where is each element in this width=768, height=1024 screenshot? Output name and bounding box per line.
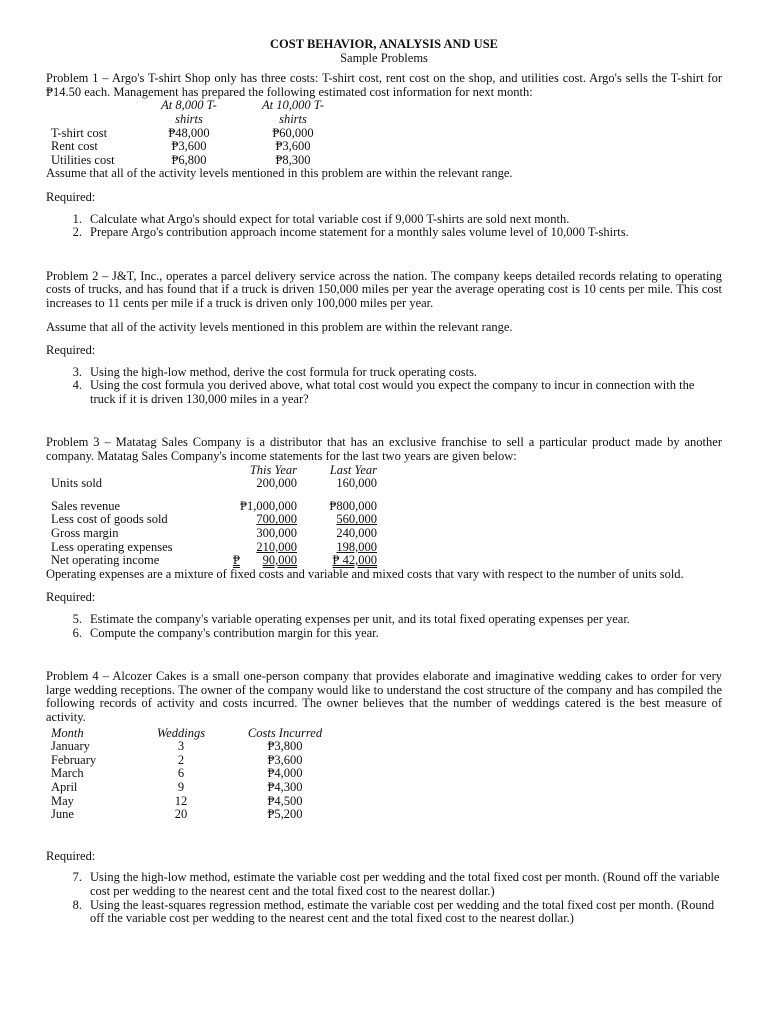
list-item: 7. Using the high-low method, estimate the variable cost per wedding and the total fixed cost per month. (Round off the variable cost per wedding to the nearest cent and the total fixed cost to the nearest dollar.) (72, 870, 720, 898)
problem-3-required: Required: (46, 590, 96, 605)
cell-value: ₱60,000 (272, 125, 314, 140)
cell-value: 240,000 (336, 526, 377, 541)
col-header-costs: Costs Incurred (247, 725, 323, 740)
col-header-last-year: Last Year (329, 462, 377, 477)
problem-1-cost-table (51, 99, 333, 167)
problem-3-note: Operating expenses are a mixture of fixed costs and variable and mixed costs that vary with respect to the number of units sold. (46, 566, 684, 581)
col-header-8000: At 8,000 T-shirts (161, 98, 217, 126)
document-page (46, 38, 722, 926)
cell-value: 560,000 (336, 512, 377, 527)
table-row: February 2 ₱3,600 (51, 752, 303, 767)
problem-3-text: Problem 3 – Matatag Sales Company is a distributor that has an exclusive franchise to sell a particular product made by another company. Matatag Sales Company's income statements for the last two years are given below: (46, 435, 722, 464)
problem-1-required: Required: (46, 189, 96, 204)
table-row (51, 541, 377, 555)
problem-2-requirements (46, 366, 722, 407)
row-label: Less operating expenses (51, 539, 173, 554)
row-label: Net operating income (51, 553, 160, 568)
table-row (51, 477, 377, 491)
list-item: 4. Using the cost formula you derived above, what total cost would you expect the company to incur in connection with the truck if it is driven 130,000 miles in a year? (72, 378, 695, 406)
problem-2-note: Assume that all of the activity levels mentioned in this problem are within the relevant range. (46, 319, 513, 334)
table-row: April 9 ₱4,300 (51, 779, 303, 794)
col-header-10000: At 10,000 T-shirts (262, 98, 324, 126)
table-row: January 3 ₱3,800 (51, 739, 303, 754)
problem-4-text: Problem 4 – Alcozer Cakes is a small one-person company that provides elaborate and imaginative wedding cakes to order for very large wedding receptions. The owner of the company would like to understand the cost structure of the company and has compiled the following records of activity and costs incurred. The owner believes that the number of weddings catered is the best measure of activity. (46, 669, 722, 724)
document-title: COST BEHAVIOR, ANALYSIS AND USE (270, 37, 498, 51)
list-item: 1. Calculate what Argo's should expect for total variable cost if 9,000 T-shirts are sold next month. (72, 211, 570, 226)
col-header-month: Month (51, 725, 84, 740)
table-row (51, 513, 377, 527)
problem-3-income-table (51, 464, 377, 568)
table-row (51, 140, 333, 154)
row-label: Units sold (51, 476, 103, 491)
cell-value: 198,000 (336, 539, 377, 554)
currency-symbol: ₱ (233, 553, 240, 568)
table-row: March 6 ₱4,000 (51, 766, 303, 781)
cell-value: 210,000 (256, 539, 297, 554)
row-label: Less cost of goods sold (51, 512, 168, 527)
row-label: Gross margin (51, 526, 119, 541)
list-item: 2. Prepare Argo's contribution approach income statement for a monthly sales volume level of 10,000 T-shirts. (72, 225, 629, 240)
table-row: June 20 ₱5,200 (51, 807, 303, 822)
cell-value: 200,000 (256, 476, 297, 491)
table-row (51, 127, 333, 141)
cell-value: 700,000 (256, 512, 297, 527)
document-subtitle: Sample Problems (340, 50, 428, 65)
table-row (51, 500, 377, 514)
cell-value: 300,000 (256, 526, 297, 541)
cell-value: ₱3,600 (275, 139, 311, 154)
list-item: 6. Compute the company's contribution margin for this year. (72, 625, 379, 640)
cell-value: ₱800,000 (329, 498, 377, 513)
cell-value: ₱1,000,000 (240, 498, 297, 513)
table-row (51, 154, 333, 168)
problem-4-wedding-table (51, 727, 337, 822)
row-label: Utilities cost (51, 152, 115, 167)
problem-1-note: Assume that all of the activity levels mentioned in this problem are within the relevant range. (46, 166, 513, 181)
problem-2-required: Required: (46, 343, 96, 358)
problem-4-requirements (46, 871, 722, 925)
list-item: 5. Estimate the company's variable operating expenses per unit, and its total fixed operating expenses per year. (72, 612, 630, 626)
row-label: Sales revenue (51, 498, 121, 513)
cell-value: ₱3,600 (171, 139, 207, 154)
problem-1-requirements (46, 213, 722, 240)
cell-value: ₱8,300 (275, 152, 311, 167)
table-row (51, 554, 377, 568)
problem-1-text: Problem 1 – Argo's T-shirt Shop only has three costs: T-shirt cost, rent cost on the shop, and utilities cost. Argo's sells the T-shirt for ₱14.50 each. Management has prepared the following estimated cost information for next month: (46, 71, 722, 99)
col-header-this-year: This Year (249, 462, 297, 477)
cell-value: 160,000 (336, 476, 377, 491)
cell-value: ₱6,800 (171, 152, 207, 167)
problem-2-text: Problem 2 – J&T, Inc., operates a parcel delivery service across the nation. The company keeps detailed records relating to operating costs of trucks, and has found that if a truck is driven 150,000 miles per year the average operating cost is 10 cents per mile. This cost increases to 11 cents per mile if a truck is driven only 100,000 miles per year. (46, 268, 722, 310)
problem-3-requirements (46, 613, 722, 640)
table-row (51, 527, 377, 541)
cell-value: 90,000 (262, 553, 297, 568)
cell-value: ₱ 42,000 (332, 553, 377, 568)
col-header-weddings: Weddings (156, 725, 206, 740)
cell-value: ₱48,000 (168, 125, 210, 140)
table-row: May 12 ₱4,500 (51, 793, 303, 808)
row-label: T-shirt cost (51, 125, 108, 140)
list-item: 8. Using the least-squares regression method, estimate the variable cost per wedding and the total fixed cost per month. (Round off the variable cost per wedding to the nearest cent and the total fixed cost to the nearest dollar.) (72, 897, 715, 926)
list-item: 3. Using the high-low method, derive the cost formula for truck operating costs. (72, 364, 478, 379)
problem-4-required: Required: (46, 848, 96, 863)
row-label: Rent cost (51, 139, 98, 154)
